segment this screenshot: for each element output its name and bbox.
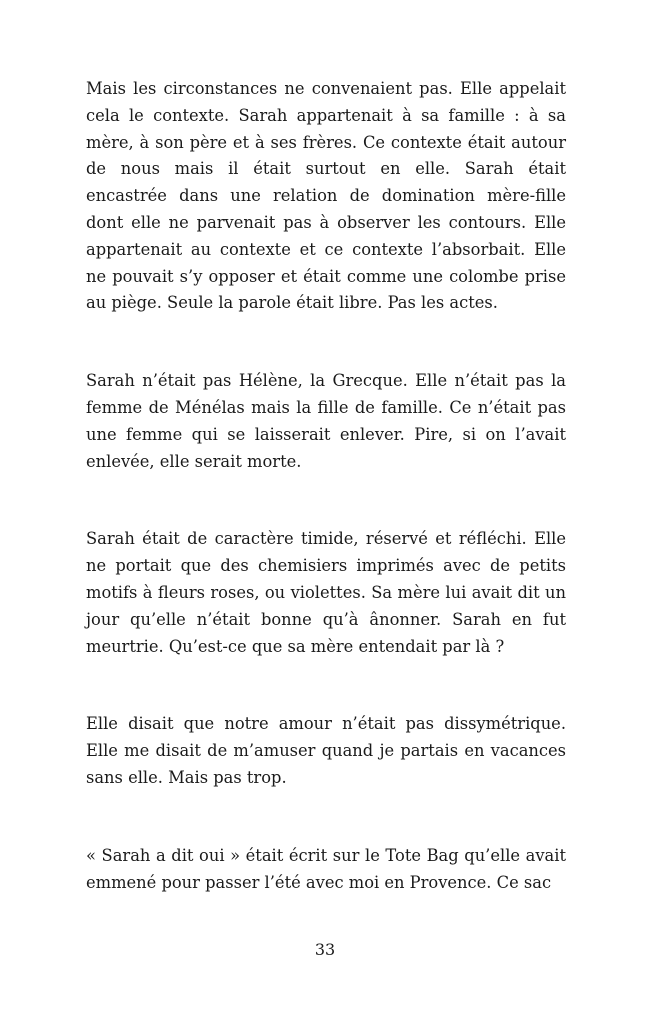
paragraph-gap bbox=[86, 317, 566, 368]
paragraph: Sarah était de caractère timide, réservé et réfléchi. Elle ne portait que des chemisiers imprimés avec de petits motifs à fleurs roses, ou violettes. Sa mère lui avait dit un jour qu’elle n’était bonne qu’à ânonner. Sarah en fut meurtrie. Qu’est-ce que sa mère entendait par là ? bbox=[86, 529, 566, 656]
paragraph: « Sarah a dit oui » était écrit sur le Tote Bag qu’elle avait emmené pour passer l’été avec moi en Provence. Ce sac bbox=[86, 845, 566, 892]
page-number: 33 bbox=[314, 940, 336, 959]
paragraph: Elle disait que notre amour n’était pas dissymétrique. Elle me disait de m’amuser quand je partais en vacances sans elle. Mais pas trop. bbox=[86, 714, 566, 787]
paragraph-gap bbox=[86, 660, 566, 711]
page-body bbox=[86, 76, 566, 896]
paragraph-gap bbox=[86, 475, 566, 526]
paragraph: Sarah n’était pas Hélène, la Grecque. Elle n’était pas la femme de Ménélas mais la fille de famille. Ce n’était pas une femme qui se laisserait enlever. Pire, si on l’avait enlevée, elle serait morte. bbox=[86, 371, 566, 471]
paragraph-gap bbox=[86, 792, 566, 843]
paragraph: Mais les circonstances ne convenaient pas. Elle appelait cela le contexte. Sarah appartenait à sa famille : à sa mère, à son père et à ses frères. Ce contexte était autour de nous mais il était surtout en elle. Sarah était encastrée dans une relation de domination mère-fille dont elle ne parvenait pas à observer les contours. Elle appartenait au contexte et ce contexte l’absorbait. Elle ne pouvait s’y opposer et était comme une colombe prise au piège. Seule la parole était libre. Pas les actes. bbox=[86, 79, 566, 313]
